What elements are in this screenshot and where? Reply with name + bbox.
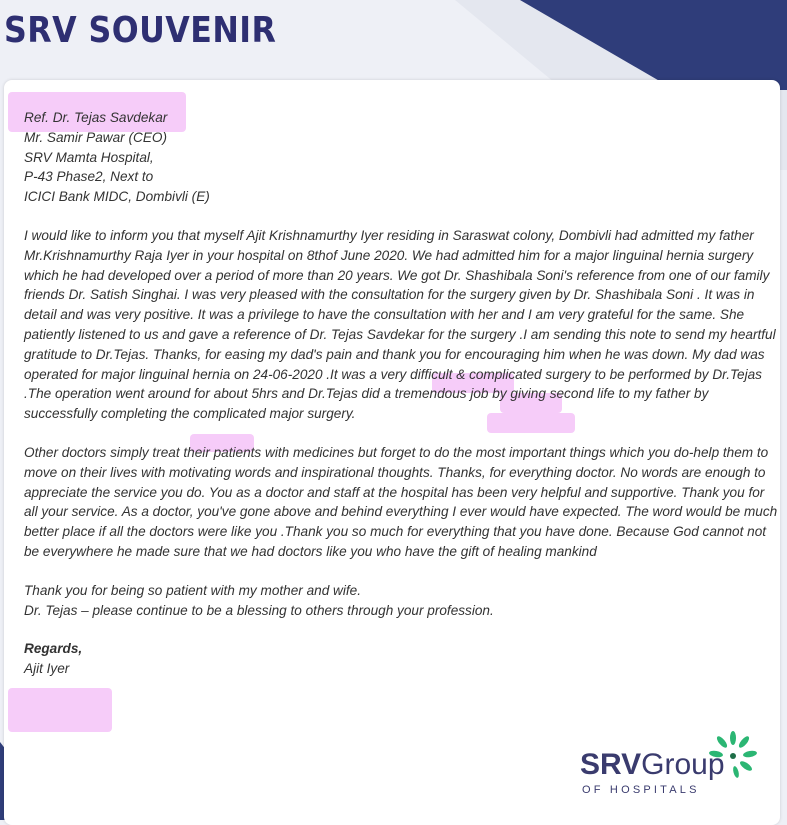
address-line: Mr. Samir Pawar (CEO) [24,129,167,145]
closing-line: Thank you for being so patient with my mother and wife. [24,582,361,598]
logo-wordmark [580,748,725,782]
logo-subtitle: OF HOSPITALS [582,784,700,796]
srv-group-logo [580,728,780,808]
address-line: ICICI Bank MIDC, Dombivli (E) [24,189,210,205]
signature-name: Ajit Iyer [24,661,70,677]
regards-text: Regards, [24,641,83,657]
letter-paragraph-2: Other doctors simply treat their patients with medicines but forget to do the most important things which you do-help them to move on their lives with motivating words and inspirational thoughts. Thanks, for everything doctor. No words are enough to appreciate the service you do. You as a doctor and staff at the hospital has been very helpful and supportive. Thank you for all your service. As a doctor, you've gone above and behind everything I ever would have expected. The word would be much better place if all the doctors were like you .Thank you so much for everything that you have done. Because God cannot not be everywhere he made sure that we had doctors like you who have the gift of healing mankind [24,444,778,559]
address-line: Ref. Dr. Tejas Savdekar [24,110,168,125]
letter-paragraph-1: I would like to inform you that myself Ajit Krishnamurthy Iyer residing in Saraswat colony, Dombivli had admitted my father Mr.Krishnamurthy Raja Iyer in your hospital on 8thof June 2020. We had admitted him for a major linguinal hernia surgery which he had developed over a period of more than 20 years. We got Dr. Shashibala Soni's reference from one of our family friends Dr. Satish Singhai. I was very pleased with the consultation for the surgery given by Dr. Shashibala Soni . It was in detail and was very positive. It was a privilege to have the consultation with her and I am very grateful for the same. She patiently listened to us and gave a reference of Dr. Tejas Savdekar for the surgery .I am sending this note to send my heartful gratitude to Dr.Tejas. Thanks, for easing my dad's pain and thank you for encouraging him when he was down. My dad was operated for major linguinal hernia on 24-06-2020 .It was a very difficult & complicated surgery to be performed by Dr.Tejas .The operation went around for about 5hrs and Dr.Tejas did a tremendous job by giving second life to my father by successfully completing the complicated major surgery. [24,227,776,422]
letter-body [24,108,779,679]
address-line: SRV Mamta Hospital, [24,149,154,165]
closing-lines [24,581,779,621]
page-title: SRV SOUVENIR [4,10,277,51]
closing-line: Dr. Tejas – please continue to be a blessing to others through your profession. [24,602,494,618]
signature-block [24,639,779,679]
address-line: P-43 Phase2, Next to [24,169,154,185]
logo-brand-bold: SRV [580,748,642,781]
logo-brand-light: Group [641,748,725,781]
recipient-address [24,108,779,207]
